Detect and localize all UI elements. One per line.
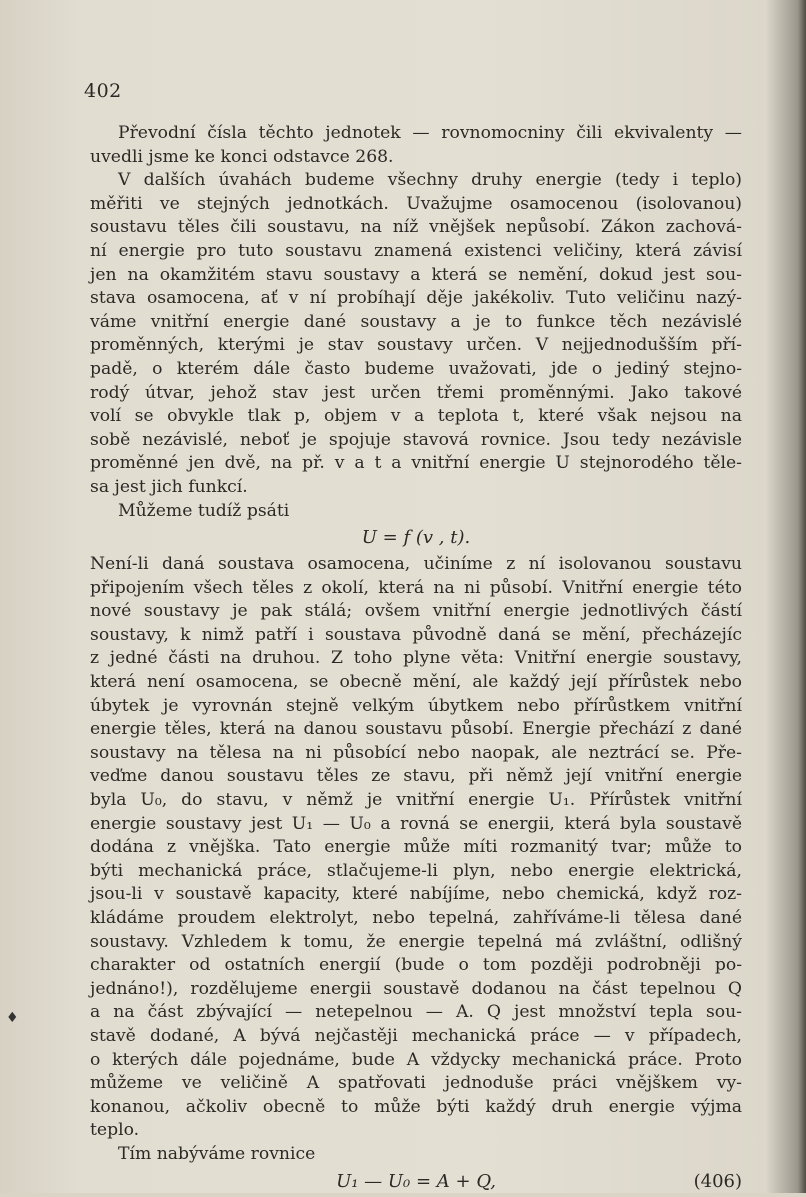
text-line: o kterých dále pojednáme, bude A vždycky mechanická práce. Proto (90, 1049, 742, 1070)
text-line: energie těles, která na danou soustavu působí. Energie přechází z dané (90, 719, 742, 740)
text-line: sa jest jich funkcí. (90, 476, 248, 497)
text-line: konanou, ačkoliv obecně to může býti každý druh energie výjma (90, 1096, 742, 1117)
text-line: charakter od ostatních energií (bude o tom později podrobněji po- (90, 955, 742, 976)
text-line: dodána z vnějška. Tato energie může míti rozmanitý tvar; může to (90, 837, 742, 858)
text-line: kládáme proudem elektrolyt, nebo tepelná, zahříváme-li tělesa dané (90, 908, 742, 928)
text-line: nové soustavy je pak stálá; ovšem vnitřní energie jednotlivých částí (90, 601, 742, 622)
text-line: připojením všech těles z okolí, která na ni působí. Vnitřní energie této (90, 577, 742, 598)
text-line: býti mechanická práce, stlačujeme-li plyn, nebo energie elektrická, (90, 860, 742, 881)
text-line: ní energie pro tuto soustavu znamená existenci veličiny, která závisí (90, 240, 742, 261)
text-line: uvedli jsme ke konci odstavce 268. (90, 146, 394, 167)
text-line: Tím nabýváme rovnice (118, 1143, 316, 1164)
equation-row (90, 1167, 742, 1197)
text-line: byla U₀, do stavu, v němž je vnitřní energie U₁. Přírůstek vnitřní (90, 790, 742, 811)
text-line: z jedné části na druhou. Z toho plyne věta: Vnitřní energie soustavy, (90, 648, 742, 669)
text-line: rodý útvar, jehož stav jest určen třemi proměnnými. Jako takové (90, 382, 742, 403)
page-number: 402 (84, 80, 122, 102)
text-line: a na část zbývající — netepelnou — A. Q jest množství tepla sou- (90, 1002, 742, 1023)
text-line: volí se obvykle tlak p, objem v a teplota t, které však nejsou na (90, 406, 742, 427)
text-line: soustavu těles čili soustavu, na níž vnějšek nepůsobí. Zákon zachová- (90, 217, 742, 238)
text-line: soustavy na tělesa na ni působící nebo naopak, ale neztrácí se. Pře- (90, 742, 742, 763)
text-line: jednáno!), rozdělujeme energii soustavě dodanou na část tepelnou Q (90, 978, 742, 999)
text-line: proměnné jen dvě, na př. v a t a vnitřní energie U stejnorodého těle- (90, 453, 742, 474)
text-line: V dalších úvahách budeme všechny druhy energie (tedy i teplo) (118, 170, 742, 191)
text-line: Převodní čísla těchto jednotek — rovnomocniny čili ekvivalenty — (118, 123, 742, 143)
text-line: můžeme ve veličině A spatřovati jednoduše práci vnějškem vy- (90, 1073, 742, 1094)
text-line: soustavy. Vzhledem k tomu, že energie tepelná má zvláštní, odlišný (90, 931, 742, 952)
equation-number: (406) (693, 1170, 742, 1192)
text-line: teplo. (90, 1120, 140, 1141)
text-line: soustavy, k nimž patří i soustava původně daná se mění, přecházejíc (90, 624, 742, 645)
text-line: Není-li daná soustava osamocena, učiníme z ní isolovanou soustavu (90, 554, 742, 575)
text-line: jsou-li v soustavě kapacity, které nabíjíme, nebo chemická, když roz- (90, 884, 742, 905)
text-line: úbytek je vyrovnán stejně velkým úbytkem nebo přírůstkem vnitřní (90, 695, 742, 716)
text-line: stava osamocena, ať v ní probíhají děje jakékoliv. Tuto veličinu nazý- (90, 288, 742, 309)
text-line: Můžeme tudíž psáti (118, 500, 290, 521)
text-line: proměnných, kterými je stav soustavy určen. V nejjednodušším pří- (90, 335, 742, 356)
text-line: padě, o kterém dále často budeme uvažovati, jde o jediný stejno- (90, 358, 742, 379)
formula-energy-function: U = f (v , t). (361, 527, 471, 549)
text-line: měřiti ve stejných jednotkách. Uvažujme osamocenou (isolovanou) (90, 193, 742, 214)
text-line: která není osamocena, se obecně mění, ale každý její přírůstek nebo (90, 672, 742, 693)
text-line: energie soustavy jest U₁ — U₀ a rovná se energii, která byla soustavě (90, 813, 742, 834)
text-line: jen na okamžitém stavu soustavy a která se nemění, dokud jest sou- (90, 264, 742, 285)
text-line: veďme danou soustavu těles ze stavu, při němž její vnitřní energie (90, 766, 742, 787)
text-line: sobě nezávislé, neboť je spojuje stavová rovnice. Jsou tedy nezávisle (90, 429, 742, 450)
body-text (90, 122, 742, 1197)
page-spine-shadow (798, 0, 806, 1193)
formula-energy-balance: U₁ — U₀ = A + Q, (336, 1170, 496, 1192)
text-line: stavě dodané, A bývá nejčastěji mechanická práce — v případech, (90, 1025, 742, 1046)
text-line: váme vnitřní energie dané soustavy a je to funkce těch nezávislé (90, 311, 742, 332)
margin-mark: ♦ (6, 1010, 19, 1026)
